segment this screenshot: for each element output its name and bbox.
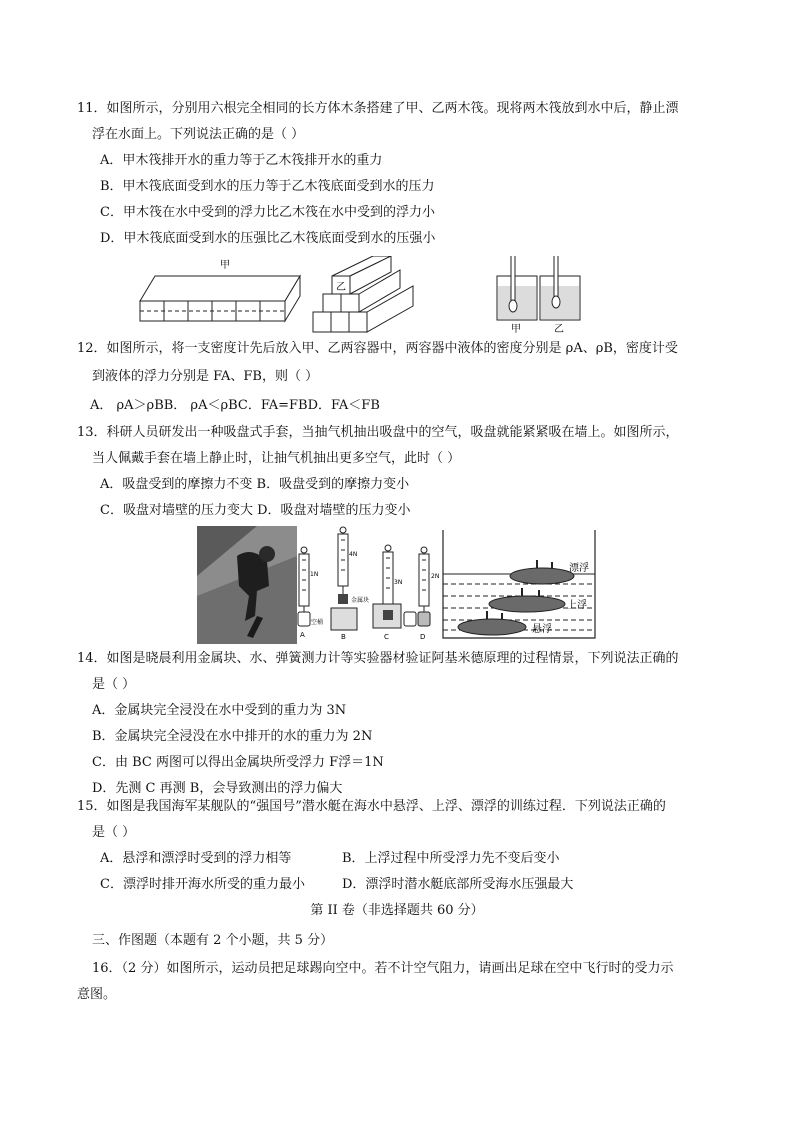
scale-d-value: 2N [431,573,440,580]
q14-option-a: A．金属块完全浸没在水中受到的重力为 3N [92,703,347,718]
scale-c-value: 3N [394,579,403,586]
q11-option-d: D．甲木筏底面受到水的压强比乙木筏底面受到水的压强小 [100,231,436,246]
rising-label: 上浮 [567,600,587,611]
q13-stem-line1: 13．科研人员研发出一种吸盘式手套，当抽气机抽出吸盘中的空气，吸盘就能紧紧吸在墙上。如图所示， [77,425,679,440]
q15-option-b: B．上浮过程中所受浮力先不变后变小 [342,851,560,866]
q14-stem-line1: 14．如图是晓晨利用金属块、水、弹簧测力计等实验器材验证阿基米德原理的过程情景，下列说法正确的 [77,651,679,666]
raft-jia-label: 甲 [220,260,230,271]
q15-option-a: A．悬浮和漂浮时受到的浮力相等 [100,851,292,866]
archimedes-experiment [298,527,439,641]
q11-option-c: C．甲木筏在水中受到的浮力比乙木筏在水中受到的浮力小 [100,205,435,220]
raft-and-hydrometer-figure [135,256,595,336]
panel-c-label: C [384,633,389,641]
q12-stem-line2: 到液体的浮力分别是 FA、FB，则（ ） [92,369,319,384]
q16-stem-line2: 意图。 [77,987,117,1002]
q13-options-ab: A．吸盘受到的摩擦力不变 B．吸盘受到的摩擦力变小 [100,477,410,492]
q12-options: A． ρA＞ρBB． ρA＜ρBC．FA=FBD．FA＜FB [90,398,380,413]
raft-yi-label: 乙 [336,282,346,293]
q15-stem-line1: 15．如图是我国海军某舰队的“强国号”潜水艇在海水中悬浮、上浮、漂浮的训练过程．下列说法正确的 [77,799,666,814]
floating-label: 漂浮 [569,563,589,574]
beaker-jia-label: 甲 [511,324,521,335]
section-3-heading: 三、作图题（本题有 2 个小题，共 5 分） [92,933,334,948]
q11-stem-line1: 11．如图所示，分别用六根完全相同的长方体木条搭建了甲、乙两木筏。现将两木筏放到水中后，静止漂 [77,101,679,116]
submarine-figure [443,530,595,638]
metal-block-label: 金属块 [351,597,370,604]
panel-b-label: B [341,633,346,641]
spring-scale-c [373,545,416,641]
beaker-yi-label: 乙 [554,324,564,335]
part-2-heading: 第 II 卷（非选择题共 60 分） [310,903,484,918]
hydrometer-figure [497,256,580,335]
q15-option-c: C．漂浮时排开海水所受的重力最小 [100,877,305,892]
q12-stem-line1: 12．如图所示，将一支密度计先后放入甲、乙两容器中，两容器中液体的密度分别是 ρA、ρB，密度计受 [77,341,678,356]
q14-option-d: D．先测 C 再测 B，会导致测出的浮力偏大 [92,781,343,796]
q13-stem-line2: 当人佩戴手套在墙上静止时，让抽气机抽出更多空气，此时（ ） [92,451,461,466]
q15-option-d: D．漂浮时潜水艇底部所受海水压强最大 [342,877,574,892]
scale-a-value: 1N [310,571,319,578]
q11-option-b: B．甲木筏底面受到水的压力等于乙木筏底面受到水的压力 [100,179,435,194]
suspended-label: 悬浮 [532,624,552,635]
q13-options-cd: C．吸盘对墙壁的压力变大 D．吸盘对墙壁的压力变小 [100,503,411,518]
spring-scale-b [331,527,369,641]
q14-option-c: C．由 BC 两图可以得出金属块所受浮力 F浮＝1N [92,755,384,770]
scale-b-value: 4N [349,551,358,558]
q11-stem-line2: 浮在水面上。下列说法正确的是（ ） [92,127,305,142]
middle-figures [197,526,599,644]
raft-jia [140,259,300,321]
spring-scale-d [418,547,439,641]
q11-option-a: A．甲木筏排开水的重力等于乙木筏排开水的重力 [100,153,383,168]
q16-stem-line1: 16．（2 分）如图所示，运动员把足球踢向空中。若不计空气阻力，请画出足球在空中飞行时的受力示 [92,961,674,976]
raft-yi [313,256,413,332]
panel-d-label: D [420,633,426,641]
climber-photo [197,526,297,644]
q14-stem-line2: 是（ ） [92,677,136,692]
panel-a-label: A [300,631,305,639]
q15-stem-line2: 是（ ） [92,825,136,840]
q14-option-b: B．金属块完全浸没在水中排开的水的重力为 2N [92,729,373,744]
empty-bucket-label: 空桶 [311,619,324,626]
spring-scale-a [298,547,323,639]
